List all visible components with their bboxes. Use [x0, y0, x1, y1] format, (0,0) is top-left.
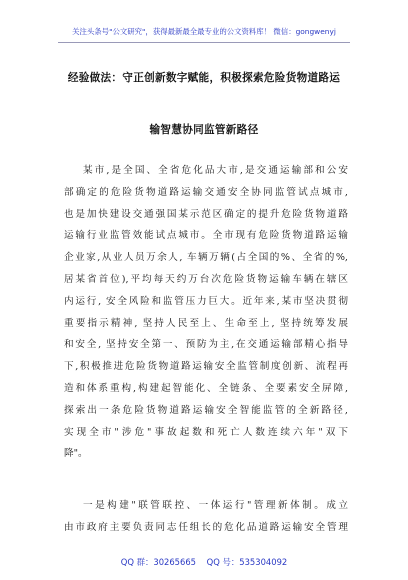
text-line: 也是加快建设交通强国某示范区确定的提升危险货物道路: [64, 208, 348, 220]
footer-qq-number: QQ 号：535304092: [206, 557, 288, 567]
document-title-line-2: 输智慧协同监管新路径: [149, 124, 259, 136]
text-line: 部确定的危险货物道路运输交通安全协同监管试点城市,: [64, 186, 348, 198]
document-title-line-1: 经验做法：守正创新数字赋能，积极探索危险货物道路运: [67, 72, 341, 84]
header-promo-note: 关注头条号"公文研究"，获得最新最全最专业的公文资料库！ 微信：gongwenyj: [72, 27, 336, 36]
text-line: 下,积极推进危险货物道路运输安全监管制度创新、流程再: [64, 361, 348, 373]
text-line: 降"。: [64, 448, 88, 460]
text-line: 重要指示精神, 坚持人民至上、生命至上, 坚持统筹发展: [64, 317, 348, 329]
text-line: 运输行业监管效能试点城市。全市现有危险货物道路运输: [64, 230, 348, 242]
body-paragraph-1: [64, 160, 348, 465]
text-line: 实现全市"涉危"事故起数和死亡人数连续六年"双下: [64, 426, 348, 438]
footer-qq-group: QQ 群：30265665: [120, 557, 196, 567]
text-line: 居某省首位),平均每天约万台次危险货物运输车辆在辖区: [64, 273, 348, 285]
text-line: 探索出一条危险货物道路运输安全智能监管的全新路径,: [64, 404, 348, 416]
text-line: 和安全, 坚持安全第一、预防为主,在交通运输部精心指导: [64, 339, 348, 351]
text-line: 内运行, 安全风险和监管压力巨大。近年来,某市坚决贯彻: [64, 295, 348, 307]
body-paragraph-2: [64, 495, 348, 539]
text-line: 由市政府主要负责同志任组长的危化品道路运输安全管理: [64, 521, 348, 533]
text-line: 一是构建"联管联控、一体运行"管理新体制。成立: [83, 500, 348, 511]
text-line: 某市,是全国、全省危化品大市,是交通运输部和公安: [83, 165, 348, 176]
text-line: 企业家,从业人员万余人, 车辆万辆(占全国的%、全省的%,: [64, 252, 348, 264]
text-line: 造和体系重构,构建起智能化、全链条、全要素安全屏障,: [64, 382, 348, 394]
header-divider: [58, 42, 350, 43]
footer-contact: [0, 556, 408, 568]
